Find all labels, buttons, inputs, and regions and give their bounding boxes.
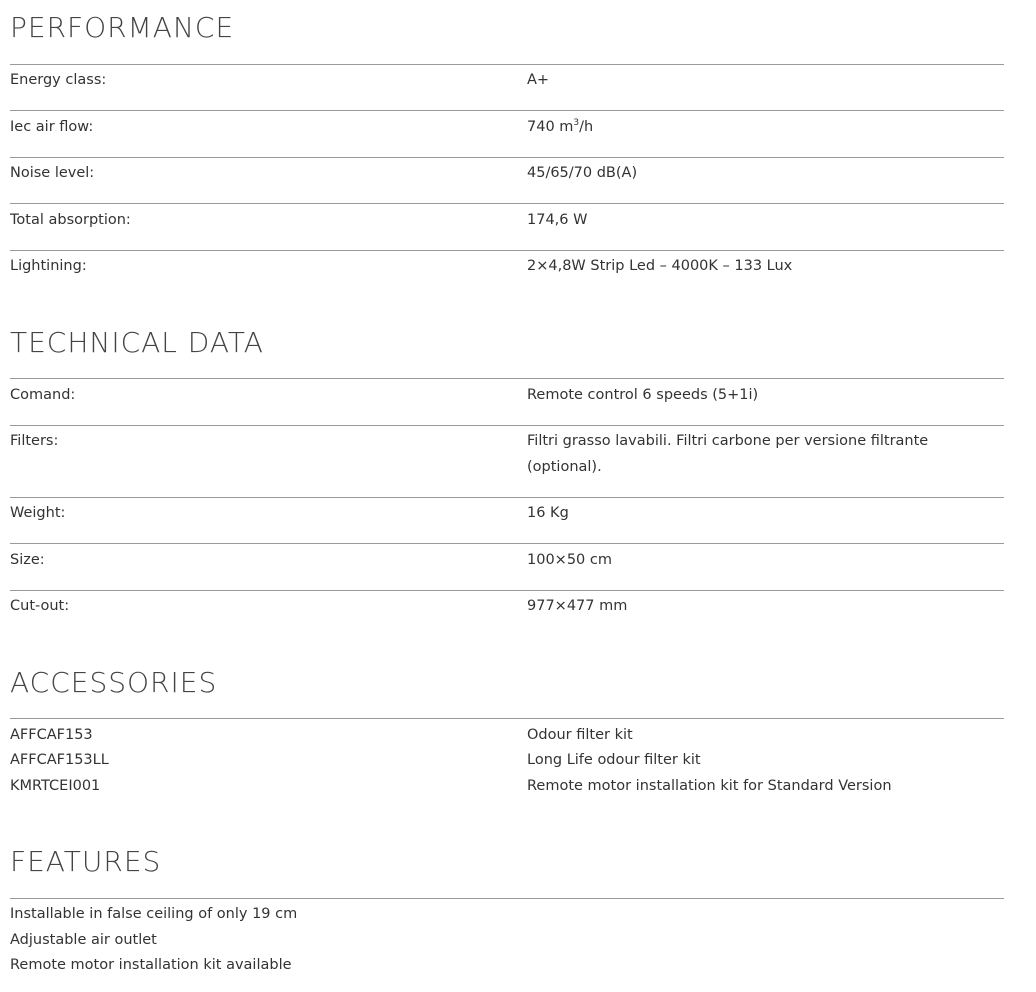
divider bbox=[10, 425, 1004, 426]
spec-value: 45/65/70 dB(A) bbox=[527, 165, 638, 181]
divider bbox=[10, 157, 1004, 158]
divider bbox=[10, 718, 1004, 719]
spec-value: Filtri grasso lavabili. Filtri carbone per versione filtrante (optional). bbox=[527, 433, 929, 475]
accessory-code: AFFCAF153 bbox=[10, 727, 93, 743]
divider bbox=[10, 898, 1004, 899]
spec-label: Noise level: bbox=[10, 165, 95, 181]
spec-label: Total absorption: bbox=[10, 212, 131, 228]
features-title: FEATURES bbox=[10, 845, 162, 878]
feature-item: Remote motor installation kit available bbox=[10, 957, 292, 973]
accessory-description: Long Life odour filter kit bbox=[527, 752, 701, 768]
spec-value: 16 Kg bbox=[527, 505, 569, 521]
spec-label: Energy class: bbox=[10, 72, 107, 88]
spec-label: Size: bbox=[10, 552, 45, 568]
accessory-description: Remote motor installation kit for Standard Version bbox=[527, 778, 892, 794]
divider bbox=[10, 590, 1004, 591]
accessories-title: ACCESSORIES bbox=[10, 666, 218, 699]
air-flow-exponent: 3 bbox=[573, 118, 580, 129]
feature-item: Adjustable air outlet bbox=[10, 932, 157, 948]
performance-title: PERFORMANCE bbox=[10, 11, 235, 44]
spec-value: 977×477 mm bbox=[527, 598, 628, 614]
spec-value bbox=[527, 114, 997, 140]
divider bbox=[10, 64, 1004, 65]
air-flow-unit: /h bbox=[579, 119, 594, 135]
spec-label: Cut-out: bbox=[10, 598, 70, 614]
spec-label: Weight: bbox=[10, 505, 66, 521]
accessory-description: Odour filter kit bbox=[527, 727, 633, 743]
divider bbox=[10, 250, 1004, 251]
divider bbox=[10, 203, 1004, 204]
spec-value: 2×4,8W Strip Led – 4000K – 133 Lux bbox=[527, 258, 793, 274]
spec-value: 100×50 cm bbox=[527, 552, 612, 568]
accessory-code: KMRTCEI001 bbox=[10, 778, 101, 794]
air-flow-number: 740 m bbox=[527, 119, 574, 135]
divider bbox=[10, 110, 1004, 111]
spec-value: 174,6 W bbox=[527, 212, 588, 228]
spec-value: A+ bbox=[527, 72, 550, 88]
spec-label: Iec air flow: bbox=[10, 119, 94, 135]
spec-label: Comand: bbox=[10, 387, 76, 403]
divider bbox=[10, 378, 1004, 379]
divider bbox=[10, 543, 1004, 544]
feature-item: Installable in false ceiling of only 19 cm bbox=[10, 906, 298, 922]
technical-data-title: TECHNICAL DATA bbox=[10, 326, 264, 359]
spec-label: Lightining: bbox=[10, 258, 87, 274]
spec-label: Filters: bbox=[10, 433, 59, 449]
divider bbox=[10, 497, 1004, 498]
spec-value: Remote control 6 speeds (5+1i) bbox=[527, 387, 759, 403]
accessory-code: AFFCAF153LL bbox=[10, 752, 109, 768]
